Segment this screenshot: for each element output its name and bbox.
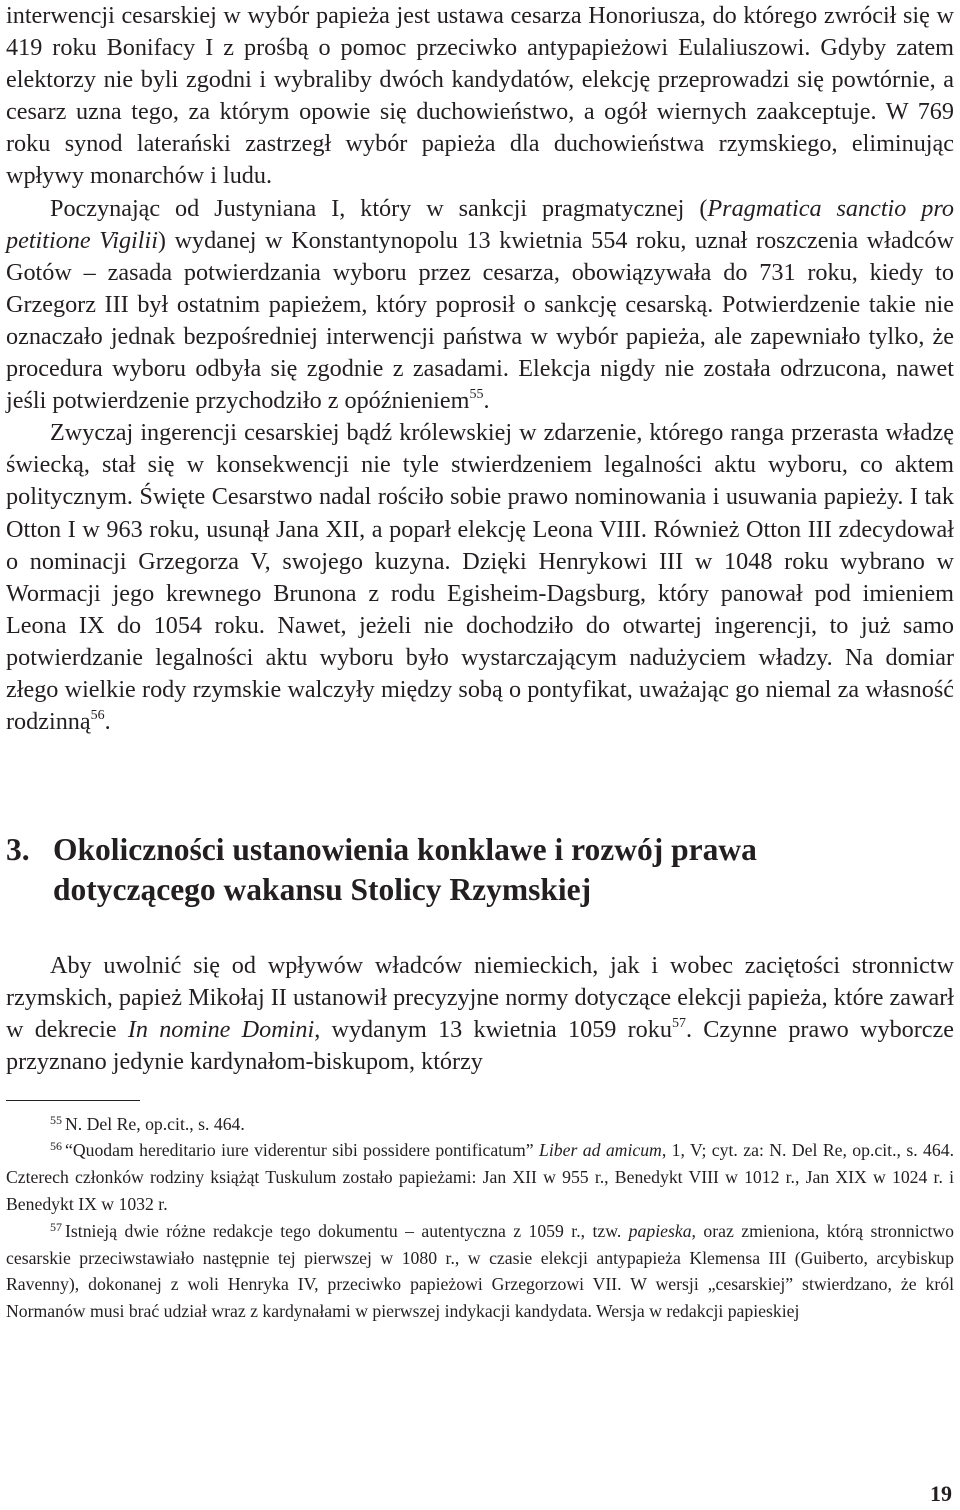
section-title: [53, 830, 954, 910]
footnote-ref-55[interactable]: 55: [469, 387, 484, 403]
footnote-57-italic: papieska: [628, 1220, 692, 1241]
section-title-line-2: dotyczącego wakansu Stolicy Rzymskiej: [53, 872, 592, 908]
footnote-separator: [6, 1100, 140, 1101]
footnote-55: [6, 1111, 954, 1138]
footnote-57-text-a: Istnieją dwie różne redakcje tego dokumentu – autentyczna z 1059 r., tzw.: [65, 1220, 629, 1241]
paragraph-2-text-a: Poczynając od Justyniana I, który w sankcji pragmatycznej (: [50, 194, 708, 222]
paragraph-2: [6, 193, 954, 418]
footnote-57-number: 57: [50, 1219, 62, 1234]
footnote-56-text-b: , 1, V; cyt. za: N. Del Re, op.cit., s. 464. Czterech członków rodziny książąt Tuskulum zostało papieżami: Jan XII w 955 r., Benedykt VIII w 1012 r., Jan XIX w 1024 r. i Benedykt IX w 1032 r.: [6, 1140, 954, 1214]
paragraph-2-text-b: ) wydanej w Konstantynopolu 13 kwietnia 554 roku, uznał roszczenia władców Gotów – zasada potwierdzania wyboru przez cesarza, obowiązywała do 731 roku, kiedy to Grzegorz III był ostatnim papieżem, który poprosił o sankcję cesarską. Potwierdzenie takie nie oznaczało jednak bezpośredniej interwencji państwa w wybór papieża, ale zapewniało tylko, że procedura wyboru odbyła się zgodnie z zasadami. Elekcja nigdy nie została odrzucona, nawet jeśli potwierdzenie przychodziło z opóźnieniem: [6, 226, 954, 415]
footnote-ref-57[interactable]: 57: [671, 1016, 686, 1032]
footnote-55-number: 55: [50, 1112, 62, 1127]
paragraph-4-text-a: Aby uwolnić się od wpływów władców niemieckich, jak i wobec zaciętości stronnictw rzymskich, papież Mikołaj II ustanowił precyzyjne normy dotyczące elekcji papieża, które zawarł w dekrecie: [6, 952, 954, 1044]
footnote-ref-56[interactable]: 56: [90, 708, 105, 724]
paragraph-3-text-c: .: [104, 708, 111, 736]
footnote-56-text-a: “Quodam hereditario iure viderentur sibi possidere pontificatum”: [65, 1140, 539, 1161]
paragraph-4: [6, 950, 954, 1078]
paragraph-2-italic: Pragmatica sanctio pro petitione Vigilii: [6, 194, 954, 254]
paragraph-3: [6, 417, 954, 738]
paragraph-4-italic: In nomine Domini: [127, 1016, 315, 1044]
section-title-line-1: Okoliczności ustanowienia konklawe i rozwój prawa: [53, 832, 757, 868]
paragraph-3-text-a: Zwyczaj ingerencji cesarskiej bądź królewskiej w zdarzenie, którego ranga przerasta władzę świecką, stał się w konsekwencji nie tyle stwierdzeniem legalności aktu wyboru, co aktem politycznym. Święte Cesarstwo nadal rościło sobie prawo nominowania i usuwania papieży. I tak Otton I w 963 roku, usunął Jana XII, a poparł elekcję Leona VIII. Również Otton III zdecydował o nominacji Grzegorza V, swojego kuzyna. Dzięki Henrykowi III w 1048 roku wybrano w Wormacji jego krewnego Brunona z rodu Egisheim-Dagsburg, który panował pod imieniem Leona IX do 1054 roku. Nawet, jeżeli nie dochodziło do otwartej ingerencji, to już samo potwierdzanie legalności aktu wyboru było wystarczającym nadużyciem władzy. Na domiar złego wielkie rody rzymskie walczyły między sobą o pontyfikat, uważając go niemal za własność rodzinną: [6, 419, 954, 736]
footnote-57: [6, 1218, 954, 1325]
footnote-56-number: 56: [50, 1139, 62, 1154]
footnote-55-text: N. Del Re, op.cit., s. 464.: [65, 1113, 245, 1134]
footnote-56: [6, 1137, 954, 1217]
paragraph-1: interwencji cesarskiej w wybór papieża jest ustawa cesarza Honoriusza, do którego zwrócił się w 419 roku Bonifacy I z prośbą o pomoc przeciwko antypapieżowi Eulaliuszowi. Gdyby zatem elektorzy nie byli zgodni i wybraliby dwóch kandydatów, elekcję przeprowadzi się powtórnie, a cesarz uzna tego, za którym opowie się duchowieństwo, a ogół wiernych zaakceptuje. W 769 roku synod laterański zastrzegł wybór papieża dla duchowieństwa rzymskiego, eliminując wpływy monarchów i ludu.: [6, 2, 954, 190]
page-number: 19: [930, 1481, 952, 1506]
paragraph-4-text-c: . Czynne prawo wyborcze przyznano jedynie kardynałom-biskupom, którzy: [6, 1016, 955, 1076]
section-number: 3.: [6, 832, 30, 868]
paragraph-4-text-b: , wydanym 13 kwietnia 1059 roku: [314, 1016, 672, 1044]
footnote-56-italic: Liber ad amicum: [539, 1140, 662, 1161]
footnote-57-text-b: , oraz zmieniona, którą stronnictwo cesarskie przeciwstawiało następnie tej pierwszej w 1080 r., w czasie elekcji antypapieża Klemensa III (Guiberto, arcybiskup Ravenny), dokonanej z woli Henryka IV, przeciwko papieżowi Grzegorzowi VII. W wersji „cesarskiej” stwierdzano, że król Normanów musi brać udział wraz z kardynałami w pierwszej indykacji kandydata. Wersja w redakcji papieskiej: [6, 1220, 954, 1322]
section-heading: [6, 830, 954, 910]
paragraph-2-text-c: .: [483, 387, 490, 415]
